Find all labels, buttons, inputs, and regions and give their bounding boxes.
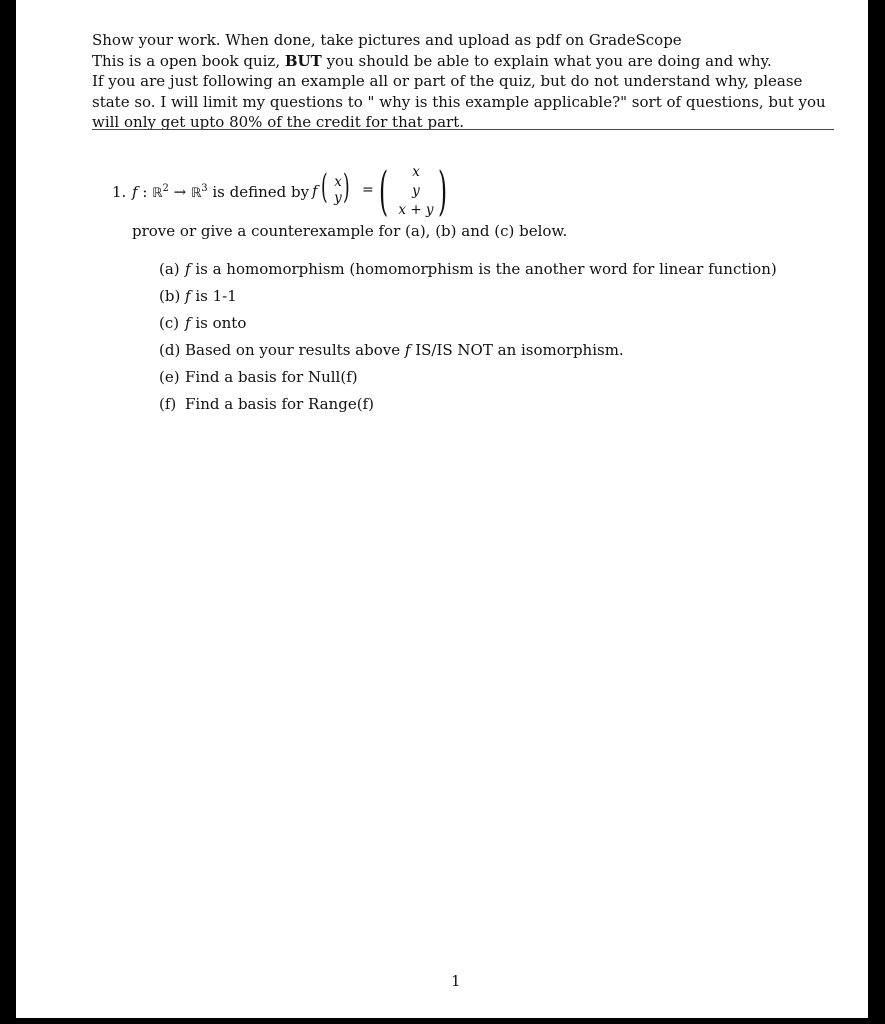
function-symbol: f (132, 183, 138, 201)
colon: : (137, 183, 153, 201)
subpart-d (159, 341, 819, 368)
instruction-line-2-post: you should be able to explain what you are doing and why. (321, 51, 772, 70)
f-symbol: f (185, 314, 191, 332)
codomain-exponent: 3 (201, 183, 208, 194)
subpart-body: is a homomorphism (homomorphism is the another word for linear function) (190, 260, 777, 278)
domain-exponent: 2 (162, 183, 169, 194)
input-right-paren: ) (343, 167, 350, 207)
subpart-b (159, 287, 819, 314)
subpart-body: is onto (190, 314, 247, 332)
subpart-label: (e) (159, 368, 180, 386)
subpart-e (159, 368, 819, 395)
output-left-paren: ( (379, 162, 389, 222)
page-number: 1 (451, 972, 461, 990)
problem-statement (112, 162, 832, 240)
subpart-text (185, 260, 777, 278)
subparts-list (159, 260, 819, 422)
output-y: y (412, 183, 420, 199)
equals-sign: = (362, 182, 374, 198)
input-y: y (334, 190, 342, 206)
instruction-line-1: Show your work. When done, take pictures and upload as pdf on GradeScope (92, 31, 682, 49)
problem-number: 1. (112, 183, 127, 201)
input-left-paren: ( (321, 167, 328, 207)
subpart-c (159, 314, 819, 341)
f-symbol: f (185, 287, 191, 305)
arrow: → (168, 183, 191, 201)
subpart-a (159, 260, 819, 287)
subpart-pre: Find a basis for Null(f) (185, 368, 358, 386)
subpart-label: (d) (159, 341, 181, 359)
subpart-f (159, 395, 819, 422)
subpart-text (185, 368, 358, 386)
input-x: x (334, 174, 342, 190)
subpart-text (185, 341, 624, 359)
subpart-text (185, 287, 237, 305)
subpart-label: (a) (159, 260, 180, 278)
header-divider (92, 129, 834, 130)
output-x: x (412, 164, 420, 180)
problem-1 (112, 162, 832, 413)
subpart-label: (b) (159, 287, 181, 305)
subpart-body: is 1-1 (190, 287, 237, 305)
output-x-plus-y: x + y (398, 202, 434, 218)
defined-by-text: is defined by (207, 183, 310, 201)
instruction-line-2 (92, 51, 834, 72)
instructions (92, 30, 834, 133)
f-symbol: f (185, 260, 191, 278)
prove-instruction: prove or give a counterexample for (a), (b) and (c) below. (132, 222, 568, 240)
subpart-pre: Based on your results above (185, 341, 405, 359)
output-right-paren: ) (438, 162, 448, 222)
subpart-text (185, 395, 374, 413)
instruction-line-2-pre: This is a open book quiz, (92, 51, 285, 70)
subpart-label: (f) (159, 395, 177, 413)
domain-symbol: ℝ (152, 186, 163, 201)
subpart-body: IS/IS NOT an isomorphism. (410, 341, 624, 359)
function-definition-formula (312, 162, 512, 226)
document-page (16, 0, 868, 1018)
subpart-pre: Find a basis for Range(f) (185, 395, 374, 413)
subpart-label: (c) (159, 314, 180, 332)
codomain-symbol: ℝ (190, 186, 202, 201)
formula-f: f (312, 182, 318, 200)
f-symbol: f (404, 341, 411, 359)
function-signature (132, 183, 309, 201)
instruction-but-bold: BUT (284, 51, 322, 70)
subpart-text (185, 314, 246, 332)
instruction-line-3: If you are just following an example all or part of the quiz, but do not understand why, please state so. I will limit my questions to " why is this example applicable?" sort of questions, but you will only get upto 80% of the credit for that part. (92, 72, 826, 131)
